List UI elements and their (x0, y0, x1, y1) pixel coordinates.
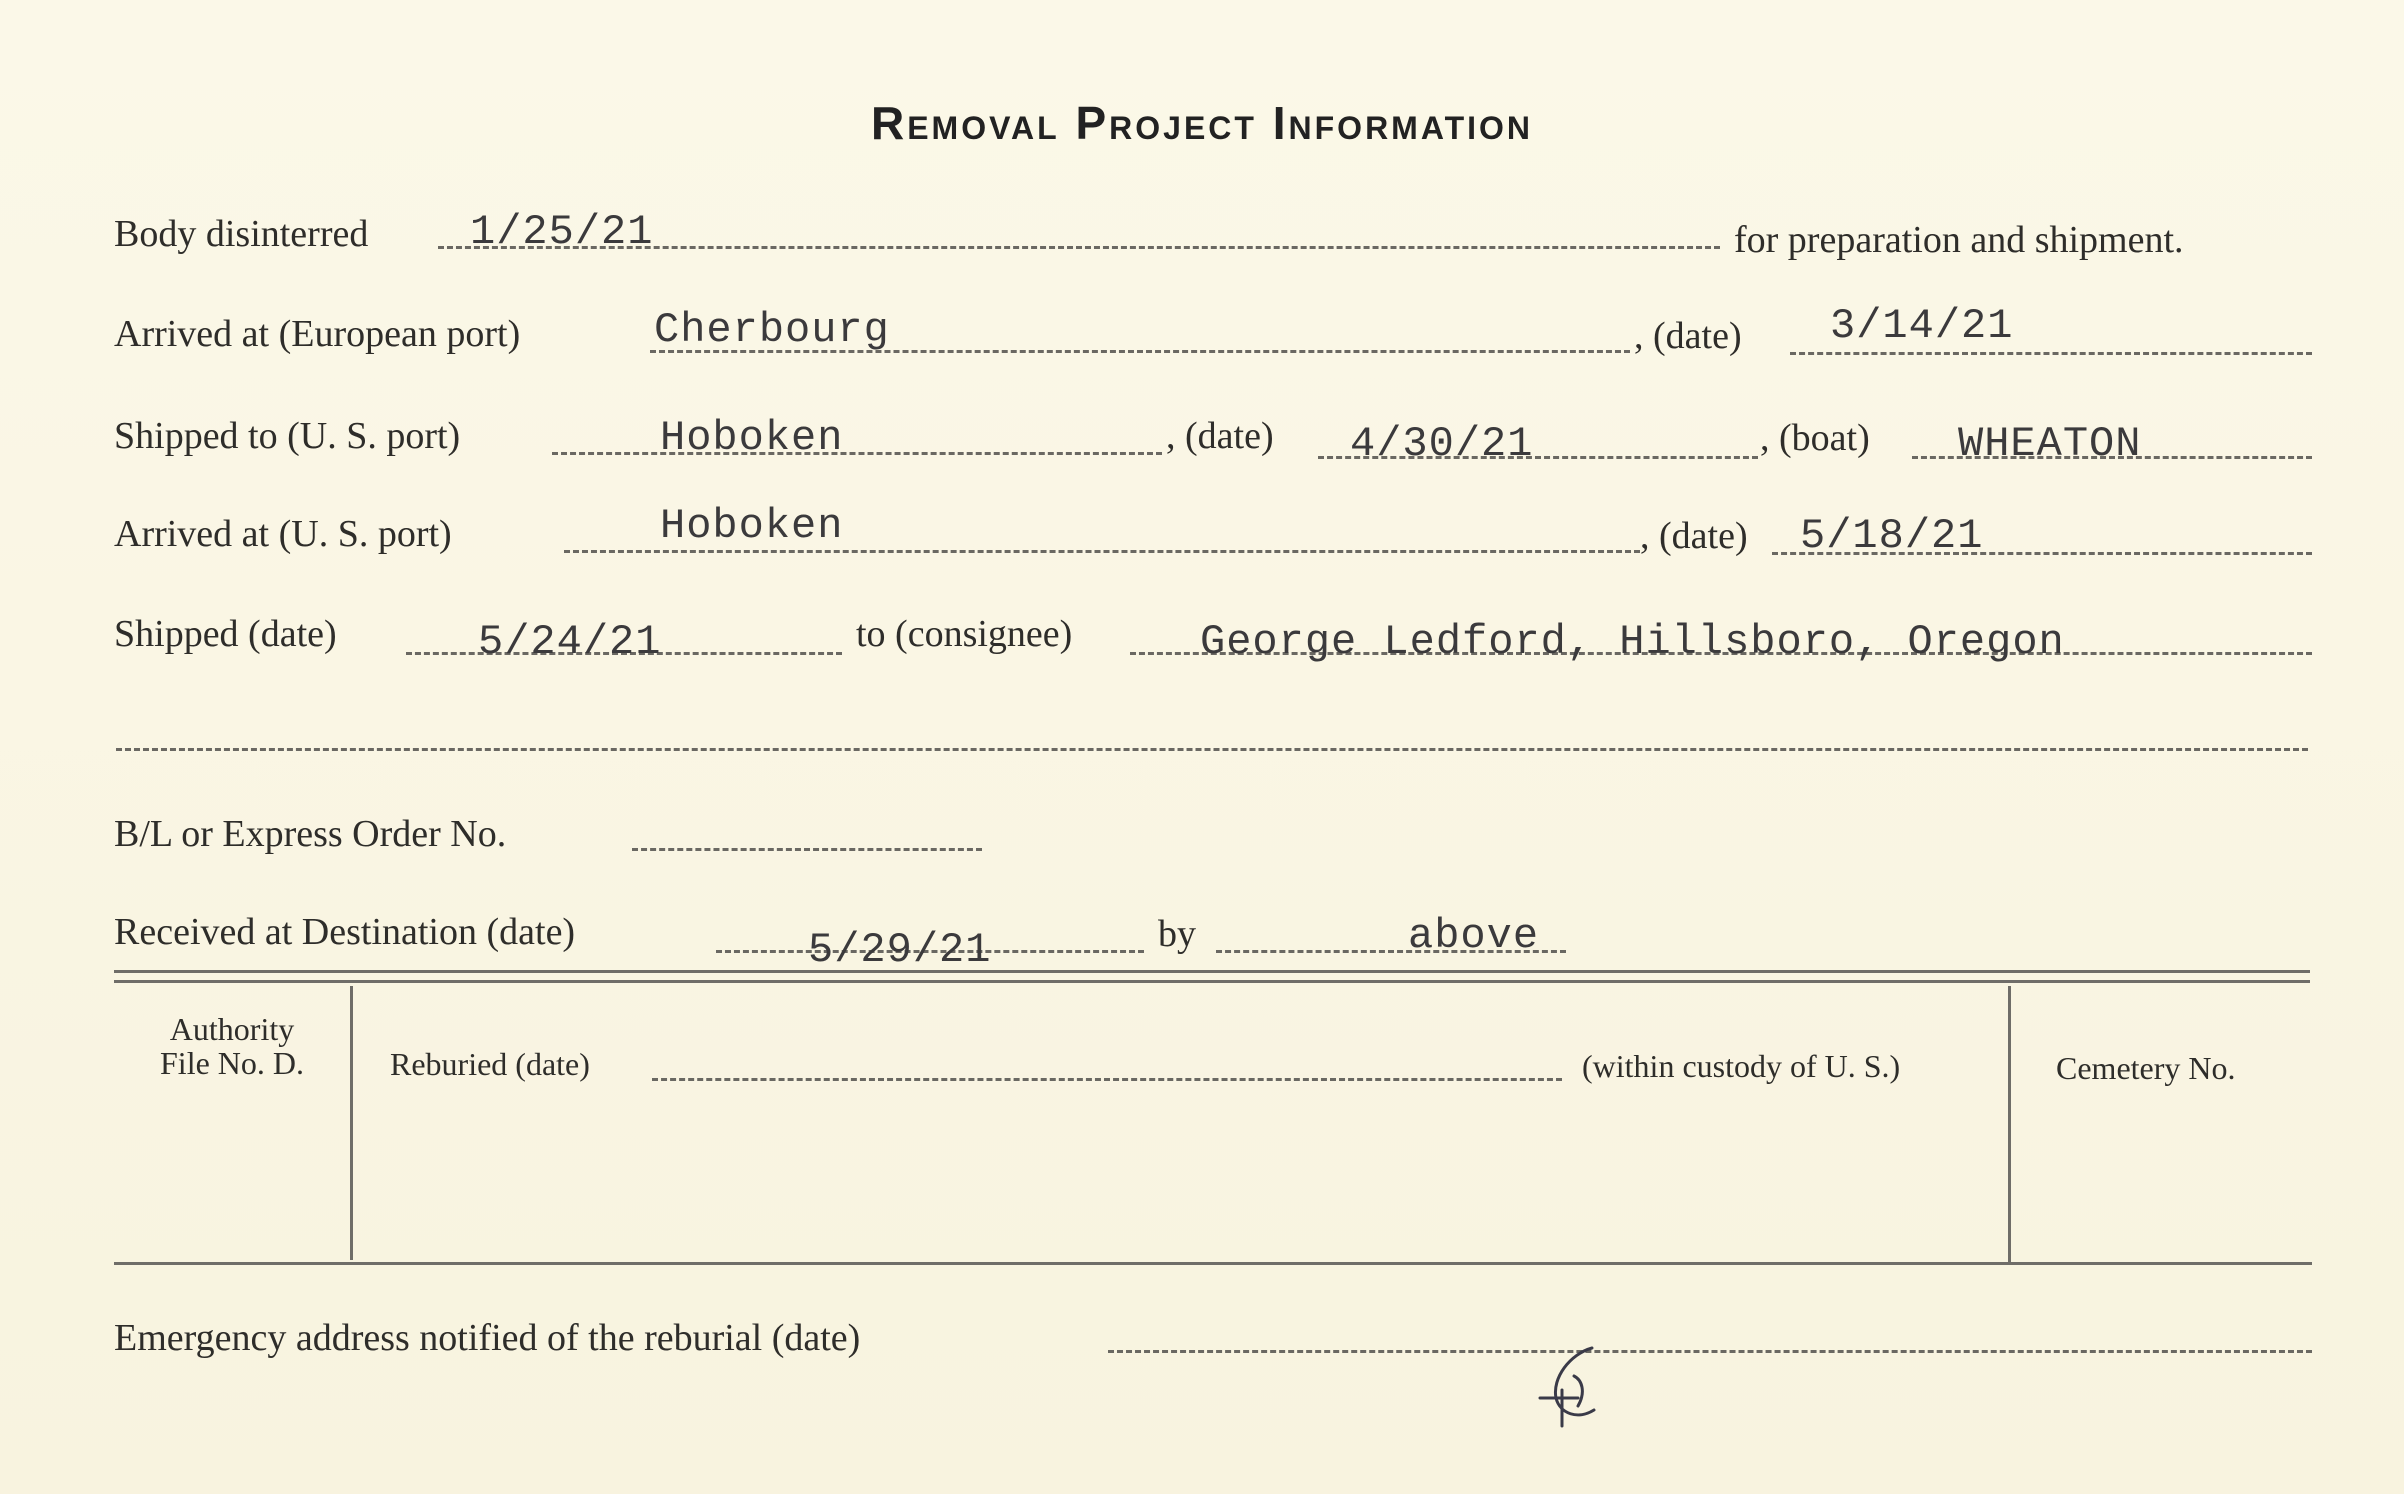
received-label: Received at Destination (date) (114, 911, 576, 953)
reburied-line (652, 1078, 1562, 1081)
card-title: Removal Project Information (870, 97, 1534, 149)
received-by: above (1408, 912, 1540, 960)
disinterred-suffix: for preparation and shipment. (1734, 219, 2184, 261)
authority-line-2: File No. D. (160, 1045, 304, 1081)
shipped-us-boat: WHEATON (1958, 420, 2142, 468)
arrived-us-port-line (564, 550, 1640, 553)
emergency-line (1108, 1350, 2312, 1353)
received-date: 5/29/21 (808, 926, 992, 974)
cemetery-label: Cemetery No. (2056, 1050, 2236, 1086)
shipped-us-port-line (552, 452, 1162, 455)
shipped-label: Shipped (date) (114, 613, 337, 655)
received-by-label: by (1158, 913, 1196, 955)
arrived-us-date-label: , (date) (1640, 515, 1748, 557)
arrived-us-label: Arrived at (U. S. port) (114, 513, 452, 555)
disinterred-label: Body disinterred (114, 213, 369, 255)
shipped-us-label: Shipped to (U. S. port) (114, 415, 461, 457)
custody-label: (within custody of U. S.) (1582, 1048, 1901, 1084)
bl-label: B/L or Express Order No. (114, 813, 507, 855)
arrived-eu-label: Arrived at (European port) (114, 313, 521, 355)
shipped-date: 5/24/21 (478, 618, 662, 666)
authority-line-1: Authority (169, 1011, 295, 1047)
consignee-value: George Ledford, Hillsboro, Oregon (1200, 618, 2065, 666)
handwritten-initial (1530, 1340, 1620, 1430)
shipped-us-date: 4/30/21 (1350, 420, 1534, 468)
shipped-us-boat-label: , (boat) (1760, 417, 1870, 459)
disinterred-date: 1/25/21 (470, 208, 654, 256)
reburied-label: Reburied (date) (390, 1046, 590, 1082)
arrived-eu-date-line (1790, 352, 2312, 355)
table-top-rule-2 (114, 980, 2310, 983)
bl-line (632, 848, 982, 851)
table-top-rule (114, 970, 2310, 973)
arrived-eu-date: 3/14/21 (1830, 302, 2014, 350)
arrived-us-date: 5/18/21 (1800, 512, 1984, 560)
table-divider-left (350, 986, 353, 1260)
arrived-eu-date-label: , (date) (1634, 315, 1742, 357)
continuation-line (116, 748, 2308, 751)
shipped-us-date-label: , (date) (1166, 415, 1274, 457)
emergency-label: Emergency address notified of the reburial (date) (114, 1317, 861, 1359)
consignee-label: to (consignee) (856, 613, 1073, 655)
arrived-eu-port: Cherbourg (654, 306, 890, 354)
shipped-us-port: Hoboken (660, 414, 844, 462)
table-bottom-rule (114, 1262, 2312, 1265)
authority-label (114, 1012, 350, 1080)
table-divider-right (2008, 986, 2011, 1262)
arrived-us-port: Hoboken (660, 502, 844, 550)
